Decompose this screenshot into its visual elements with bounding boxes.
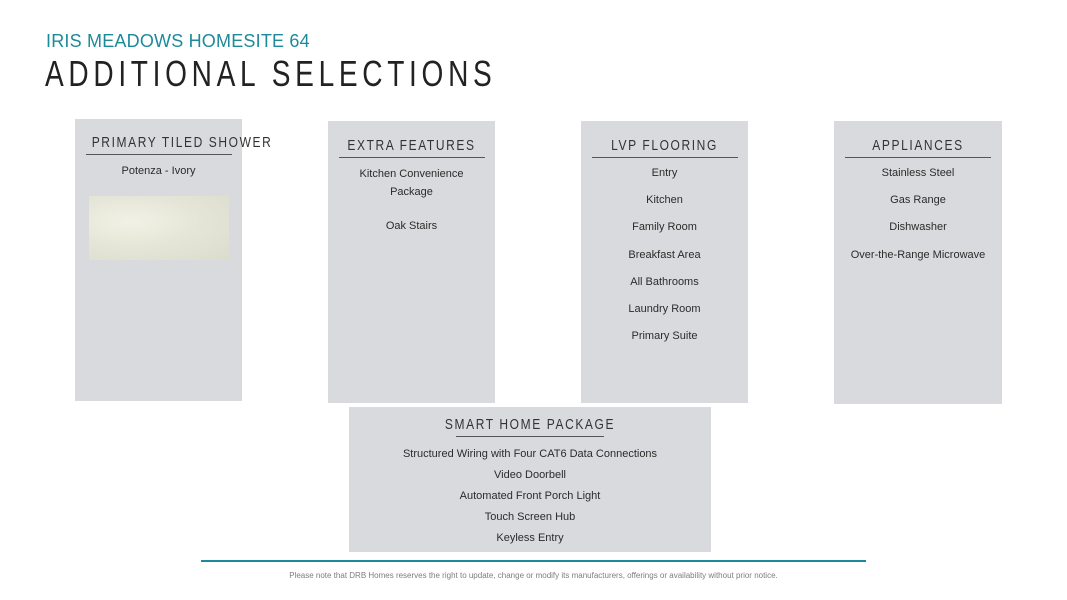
- list-item: Breakfast Area: [628, 248, 701, 261]
- heading-divider: [456, 436, 604, 437]
- card-heading: LVP FLOORING: [611, 137, 718, 154]
- list-item: Stainless Steel: [881, 167, 955, 179]
- heading-divider: [86, 154, 232, 155]
- list-item: Touch Screen Hub: [484, 511, 576, 524]
- list-item: Oak Stairs: [385, 220, 438, 232]
- list-item: Laundry Room: [628, 302, 701, 315]
- list-item: Structured Wiring with Four CAT6 Data Connections: [402, 448, 658, 460]
- homesite-subtitle: IRIS MEADOWS HOMESITE 64: [46, 31, 310, 51]
- list-item: Primary Suite: [631, 330, 698, 343]
- card-lvp-flooring: [581, 121, 748, 403]
- list-item: Potenza - Ivory: [121, 165, 196, 177]
- footer-divider: [201, 560, 866, 562]
- card-extra-features: [328, 121, 495, 403]
- list-item: Dishwasher: [889, 221, 947, 234]
- tile-swatch-image: [89, 196, 229, 260]
- heading-divider: [845, 157, 991, 158]
- card-heading: EXTRA FEATURES: [347, 137, 476, 154]
- list-item: Kitchen Convenience: [359, 168, 464, 180]
- page-title: ADDITIONAL SELECTIONS: [45, 53, 497, 94]
- list-item: Package: [390, 185, 433, 198]
- list-item: Entry: [651, 167, 678, 179]
- card-heading: APPLIANCES: [872, 137, 964, 154]
- list-item: All Bathrooms: [630, 275, 699, 288]
- card-heading: PRIMARY TILED SHOWER: [91, 134, 273, 151]
- list-item: Over-the-Range Microwave: [850, 248, 986, 261]
- heading-divider: [592, 157, 738, 158]
- card-smart-home-package: [349, 407, 711, 552]
- card-heading: SMART HOME PACKAGE: [444, 416, 616, 433]
- list-item: Gas Range: [890, 194, 946, 207]
- heading-divider: [339, 157, 485, 158]
- disclaimer-note: Please note that DRB Homes reserves the right to update, change or modify its manufacturers, offerings or availability without prior notice.: [289, 571, 778, 580]
- list-item: Video Doorbell: [494, 469, 566, 482]
- list-item: Kitchen: [646, 194, 683, 207]
- list-item: Keyless Entry: [496, 532, 564, 545]
- card-appliances: [834, 121, 1002, 404]
- card-primary-tiled-shower: [75, 119, 273, 401]
- list-item: Automated Front Porch Light: [459, 490, 601, 503]
- list-item: Family Room: [632, 221, 697, 234]
